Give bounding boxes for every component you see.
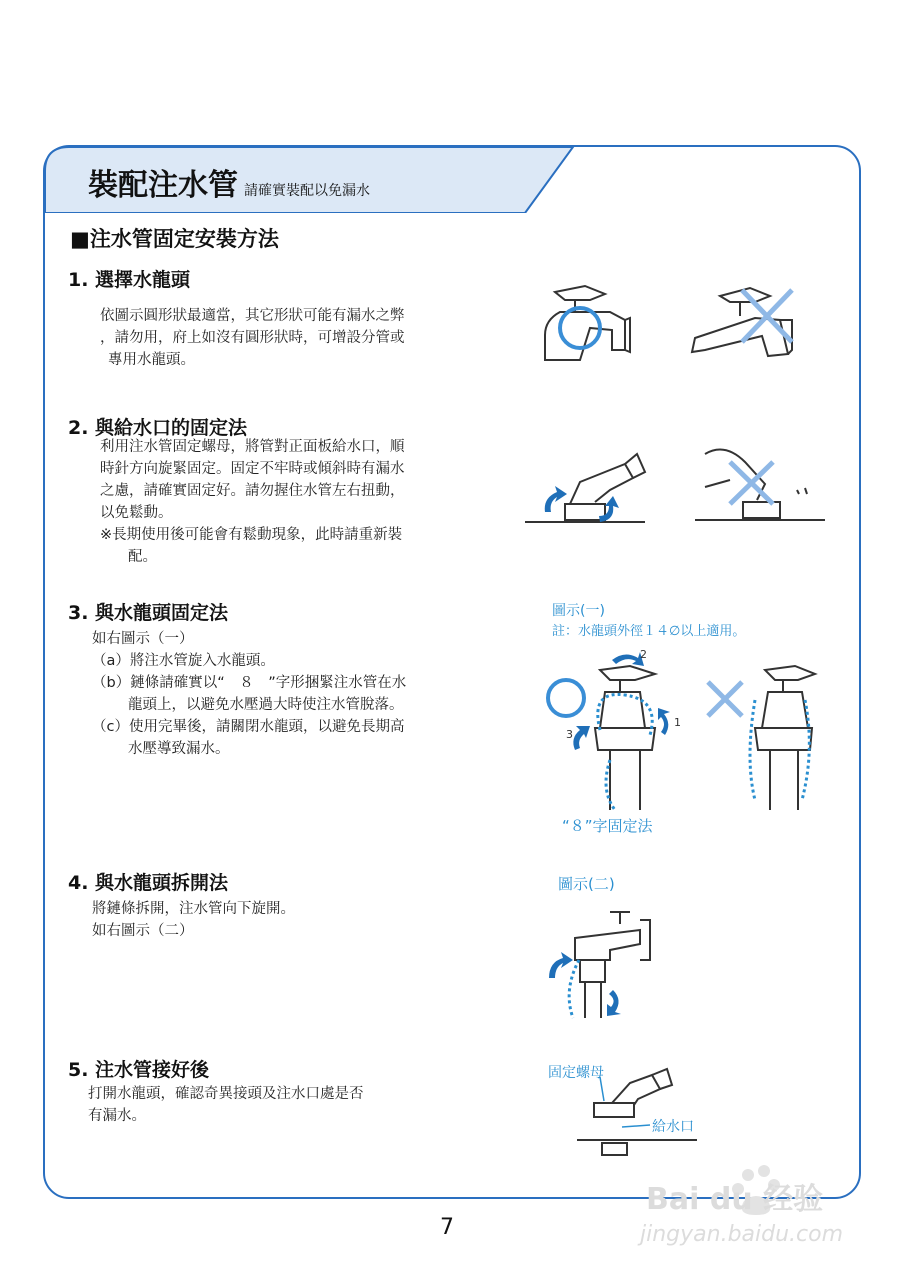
watermark-url: jingyan.baidu.com bbox=[640, 1222, 844, 1247]
step1-text bbox=[100, 305, 405, 371]
text-line: 配。 bbox=[128, 549, 157, 565]
text-line: 如右圖示（一） bbox=[92, 631, 194, 647]
figure2-title: 圖示(二) bbox=[558, 875, 615, 893]
ok-circle-icon bbox=[548, 680, 584, 716]
text-line: 龍頭上，以避免水壓過大時使注水管脫落。 bbox=[128, 697, 404, 713]
text-line: 打開水龍頭，確認奇異接頭及注水口處是否 bbox=[88, 1086, 364, 1102]
text-line: 時針方向旋緊固定。固定不牢時或傾斜時有漏水 bbox=[100, 461, 405, 477]
text-line: 依圖示圓形狀最適當，其它形狀可能有漏水之弊 bbox=[100, 308, 405, 324]
step5-text bbox=[88, 1083, 364, 1127]
title-text: 裝配注水管 bbox=[88, 168, 238, 203]
text-line: 如右圖示（二） bbox=[92, 923, 194, 939]
arrow-number-1: 1 bbox=[674, 716, 681, 729]
figure1-caption: “８”字固定法 bbox=[562, 817, 653, 835]
text-line: ，請勿用，府上如沒有圓形狀時，可增設分管或 bbox=[100, 330, 405, 346]
label-fixing-nut: 固定螺母 bbox=[548, 1065, 604, 1081]
step4-text bbox=[92, 898, 295, 942]
figure1-note: 註：水龍頭外徑１４∅以上適用。 bbox=[552, 624, 746, 639]
step4-heading: 4. 與水龍頭拆開法 bbox=[68, 872, 229, 894]
watermark-brand: Bai du 经验 bbox=[646, 1182, 824, 1217]
ng-cross-icon bbox=[708, 682, 742, 716]
arrow-number-2: 2 bbox=[640, 648, 647, 661]
page-title bbox=[88, 160, 370, 204]
text-line: 專用水龍頭。 bbox=[108, 352, 195, 368]
text-line: 以免鬆動。 bbox=[100, 505, 173, 521]
inlet-fixing-illustration bbox=[525, 432, 835, 542]
step1-heading: 1. 選擇水龍頭 bbox=[68, 269, 191, 291]
page-number: 7 bbox=[440, 1215, 454, 1240]
figure1-illustration bbox=[540, 640, 840, 820]
step5-heading: 5. 注水管接好後 bbox=[68, 1059, 210, 1081]
text-line: 利用注水管固定螺母，將管對正面板給水口，順 bbox=[100, 439, 405, 455]
text-line: 有漏水。 bbox=[88, 1108, 146, 1124]
step3-heading: 3. 與水龍頭固定法 bbox=[68, 602, 229, 624]
label-water-inlet: 給水口 bbox=[652, 1119, 694, 1135]
text-line: 將鏈條拆開，注水管向下旋開。 bbox=[92, 901, 295, 917]
step2-text bbox=[100, 436, 405, 568]
arrow-number-3: 3 bbox=[566, 728, 573, 741]
baidu-watermark bbox=[640, 1165, 870, 1265]
step3-text bbox=[92, 628, 406, 760]
text-line: （c）使用完畢後，請關閉水龍頭，以避免長期高 bbox=[92, 719, 405, 735]
figure2-illustration bbox=[535, 900, 665, 1025]
figure1-title: 圖示(一) bbox=[552, 603, 605, 619]
step2-heading: 2. 與給水口的固定法 bbox=[68, 417, 248, 439]
text-line: （a）將注水管旋入水龍頭。 bbox=[92, 653, 275, 669]
title-subtitle: 請確實裝配以免漏水 bbox=[244, 183, 370, 199]
text-line: 水壓導致漏水。 bbox=[128, 741, 230, 757]
faucet-shape-illustration bbox=[530, 280, 830, 370]
text-line: （b）鏈條請確實以“ ８ ”字形捆緊注水管在水 bbox=[92, 675, 407, 691]
text-line: 之慮，請確實固定好。請勿握住水管左右扭動， bbox=[100, 483, 405, 499]
text-line: ※長期使用後可能會有鬆動現象，此時請重新裝 bbox=[100, 527, 403, 543]
section-title: ■注水管固定安裝方法 bbox=[70, 227, 279, 251]
